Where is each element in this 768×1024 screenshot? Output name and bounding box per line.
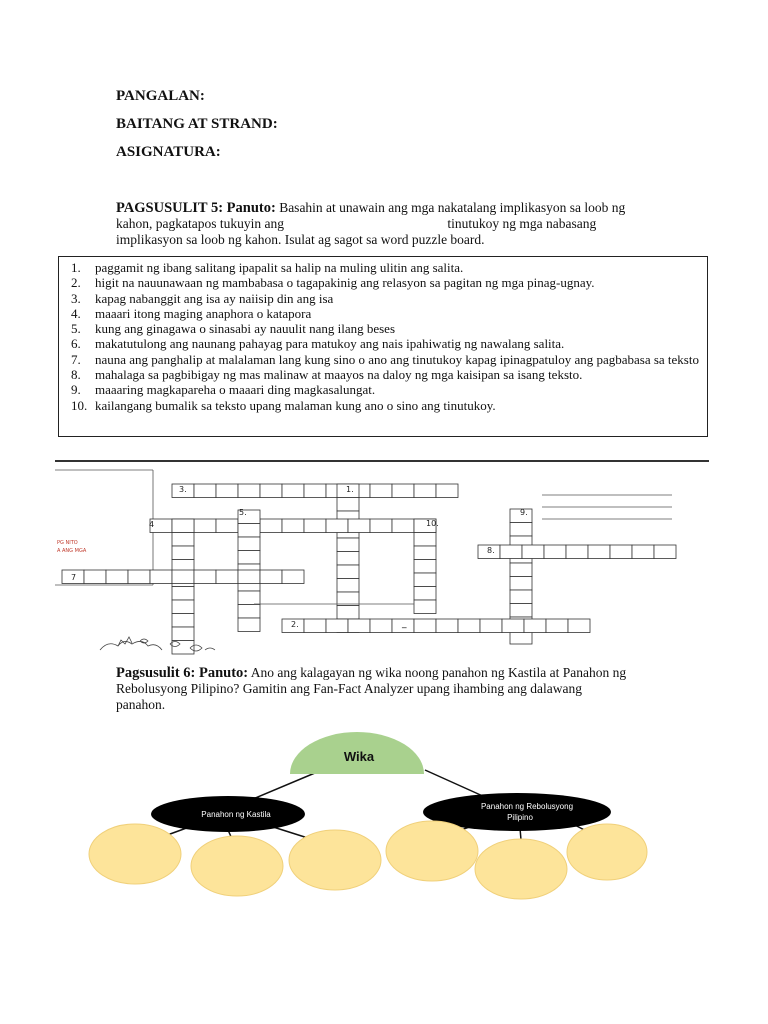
implication-number: 3. (71, 290, 81, 306)
crossword-cell[interactable] (546, 619, 568, 633)
crossword-cell[interactable] (172, 600, 194, 614)
crossword-cell[interactable] (392, 484, 414, 498)
crossword-cell[interactable] (326, 519, 348, 533)
crossword-cell[interactable] (510, 577, 532, 591)
implication-number: 10. (71, 397, 88, 413)
crossword-cell[interactable] (172, 570, 194, 584)
crossword-cell[interactable] (348, 519, 370, 533)
implication-item (71, 367, 699, 382)
test6-line1: Ano ang kalagayan ng wika noong panahon ng Kastila at Panahon ng (250, 665, 627, 680)
test6-line2: Rebolusyong Pilipino? Gamitin ang Fan-Fact Analyzer upang ihambing ang dalawang (116, 681, 583, 696)
crossword-cell[interactable] (414, 546, 436, 560)
crossword-cell[interactable] (238, 537, 260, 551)
crossword-cell[interactable] (282, 570, 304, 584)
crossword-cell[interactable] (510, 563, 532, 577)
clue-number-2: 2. (291, 620, 299, 629)
crossword-cell[interactable] (370, 519, 392, 533)
test5-line2a: kahon, pagkatapos tukuyin ang (116, 216, 284, 231)
crossword-cell[interactable] (238, 551, 260, 565)
implication-number: 6. (71, 336, 81, 352)
implications-box (58, 256, 708, 437)
puzzle-dash: _ (402, 619, 407, 629)
crossword-cell[interactable] (414, 600, 436, 614)
crossword-cell[interactable] (588, 545, 610, 559)
crossword-cell[interactable] (632, 545, 654, 559)
clue-number-1: 1. (346, 485, 354, 494)
crossword-cell[interactable] (337, 552, 359, 566)
crossword-cell[interactable] (414, 619, 436, 633)
crossword-cell[interactable] (260, 519, 282, 533)
crossword-cell[interactable] (566, 545, 588, 559)
side-caption-text: PG NITO (57, 540, 78, 546)
crossword-cell[interactable] (414, 533, 436, 547)
implication-text: mahalaga sa pagbibigay ng mas malinaw at maayos na daloy ng mga kaisipan sa isang teksto. (95, 367, 583, 383)
crossword-cell[interactable] (260, 570, 282, 584)
crossword-cell[interactable] (348, 619, 370, 633)
crossword-cell[interactable] (238, 618, 260, 632)
crossword-cell[interactable] (337, 606, 359, 620)
crossword-cell[interactable] (304, 484, 326, 498)
test5-line1: Basahin at unawain ang mga nakatalang implikasyon sa loob ng (279, 200, 626, 215)
side-caption-text: A ANG MGA (57, 548, 87, 554)
crossword-cell[interactable] (544, 545, 566, 559)
subject-label: ASIGNATURA: (116, 144, 221, 160)
crossword-cell[interactable] (524, 619, 546, 633)
leaf-circle[interactable] (475, 839, 567, 899)
crossword-cell[interactable] (510, 590, 532, 604)
crossword-cell[interactable] (194, 570, 216, 584)
test5-title: PAGSUSULIT 5: Panuto: (116, 200, 276, 216)
implication-text: maaaring magkapareha o maaari ding magkasalungat. (95, 382, 376, 398)
test6-line3: panahon. (116, 697, 166, 712)
crossword-cell[interactable] (500, 545, 522, 559)
implication-number: 7. (71, 351, 81, 367)
crossword-cell[interactable] (337, 498, 359, 512)
crossword-cell[interactable] (458, 619, 480, 633)
implication-number: 2. (71, 275, 81, 291)
crossword-cell[interactable] (436, 484, 458, 498)
test5-instructions (116, 200, 661, 248)
test5-line3: implikasyon sa loob ng kahon. Isulat ag sagot sa word puzzle board. (116, 232, 485, 247)
crossword-cell[interactable] (522, 545, 544, 559)
implication-number: 1. (71, 260, 81, 275)
crossword-cell[interactable] (304, 619, 326, 633)
clue-number-9: 9. (520, 508, 528, 517)
crossword-cell[interactable] (610, 545, 632, 559)
branch-label-kastila: Panahon ng Kastila (201, 810, 271, 819)
test6-instructions (116, 665, 661, 713)
test6-title: Pagsusulit 6: Panuto: (116, 665, 249, 681)
crossword-cell[interactable] (84, 570, 106, 584)
flower-doodle (100, 637, 215, 651)
clue-number-10: 10. (426, 519, 439, 528)
branch-label-rebolusyon-1: Panahon ng Rebolusyong (480, 802, 574, 811)
crossword-cell[interactable] (480, 619, 502, 633)
root-label: Wika (343, 749, 375, 764)
implication-item (71, 306, 699, 321)
implication-number: 8. (71, 367, 81, 383)
implication-item (71, 352, 699, 367)
crossword-cell[interactable] (414, 573, 436, 587)
implication-item (71, 382, 699, 397)
crossword-cell[interactable] (238, 570, 260, 584)
clue-number-5: 5. (239, 508, 247, 517)
crossword-cell[interactable] (172, 587, 194, 601)
crossword-cell[interactable] (414, 560, 436, 574)
branch-label-rebolusyon-2: Pilipino (507, 813, 533, 822)
implication-text: higit na nauunawaan ng mambabasa o tagapakinig ang relasyon sa pagitan ng mga pinag-ugnay. (95, 275, 595, 291)
crossword-cell[interactable] (337, 592, 359, 606)
crossword-cell[interactable] (502, 619, 524, 633)
implication-number: 9. (71, 382, 81, 398)
crossword-cell[interactable] (216, 570, 238, 584)
implication-item (71, 336, 699, 351)
crossword-cell[interactable] (172, 614, 194, 628)
grade-strand-label: BAITANG AT STRAND: (116, 116, 278, 132)
implication-text: kung ang ginagawa o sinasabi ay nauulit nang ilang beses (95, 321, 396, 337)
implication-text: kapag nabanggit ang isa ay naiisip din ang isa (95, 290, 334, 306)
clue-number-3: 3. (179, 485, 187, 494)
leaf-circle[interactable] (191, 836, 283, 896)
crossword-cell[interactable] (216, 519, 238, 533)
implication-text: kailangang bumalik sa teksto upang malaman kung ano o sino ang tinutukoy. (95, 397, 496, 413)
test5-line2b: tinutukoy ng mga nabasang (447, 216, 597, 231)
implication-number: 4. (71, 305, 81, 321)
crossword-cell[interactable] (568, 619, 590, 633)
implication-text: maaari itong maging anaphora o katapora (95, 305, 312, 321)
crossword-cell[interactable] (337, 579, 359, 593)
leaf-circle[interactable] (89, 824, 181, 884)
crossword-cell[interactable] (238, 605, 260, 619)
leaf-circle[interactable] (289, 830, 381, 890)
implication-item (71, 321, 699, 336)
implication-text: makatutulong ang naunang pahayag para matukoy ang nais ipahiwatig ng nawalang salita. (95, 336, 565, 352)
implication-item (71, 291, 699, 306)
crossword-cell[interactable] (414, 484, 436, 498)
leaf-circle[interactable] (567, 824, 647, 880)
crossword-cell[interactable] (304, 519, 326, 533)
implication-item (71, 260, 699, 275)
crossword-cell[interactable] (172, 533, 194, 547)
crossword-cell[interactable] (238, 591, 260, 605)
crossword-cell[interactable] (194, 519, 216, 533)
crossword-cell[interactable] (238, 524, 260, 538)
leaf-circle[interactable] (386, 821, 478, 881)
implication-item (71, 275, 699, 290)
implications-list (71, 260, 699, 413)
divider-line (55, 460, 709, 462)
crossword-cell[interactable] (106, 570, 128, 584)
crossword-cell[interactable] (282, 484, 304, 498)
crossword-cell[interactable] (194, 484, 216, 498)
crossword-cell[interactable] (172, 519, 194, 533)
crossword-cell[interactable] (150, 570, 172, 584)
clue-number-8: 8. (487, 546, 495, 555)
crossword-cell[interactable] (436, 619, 458, 633)
name-label: PANGALAN: (116, 88, 205, 104)
crossword-cell[interactable] (337, 565, 359, 579)
crossword-cell[interactable] (370, 619, 392, 633)
crossword-cell[interactable] (510, 604, 532, 618)
clue-number-7: 7 (71, 573, 77, 582)
crossword-cell[interactable] (172, 627, 194, 641)
crossword-cell[interactable] (260, 484, 282, 498)
crossword-cell[interactable] (326, 619, 348, 633)
crossword-cell[interactable] (337, 538, 359, 552)
crossword-cell[interactable] (238, 484, 260, 498)
crossword-cell[interactable] (216, 484, 238, 498)
crossword-cell[interactable] (370, 484, 392, 498)
implication-text: paggamit ng ibang salitang ipapalit sa halip na muling ulitin ang salita. (95, 260, 464, 275)
crossword-cell[interactable] (510, 523, 532, 537)
crossword-cell[interactable] (172, 546, 194, 560)
implication-text: nauna ang panghalip at malalaman lang kung sino o ano ang tinutukoy kapag ipinagpatuloy ang pagbabasa sa teksto (95, 351, 699, 367)
crossword-cell[interactable] (282, 519, 304, 533)
crossword-cell[interactable] (128, 570, 150, 584)
implication-number: 5. (71, 321, 81, 337)
crossword-cell[interactable] (414, 587, 436, 601)
crossword-cell[interactable] (654, 545, 676, 559)
implication-item (71, 398, 699, 413)
crossword-cell[interactable] (392, 519, 414, 533)
clue-number-4: 4 (149, 520, 155, 529)
